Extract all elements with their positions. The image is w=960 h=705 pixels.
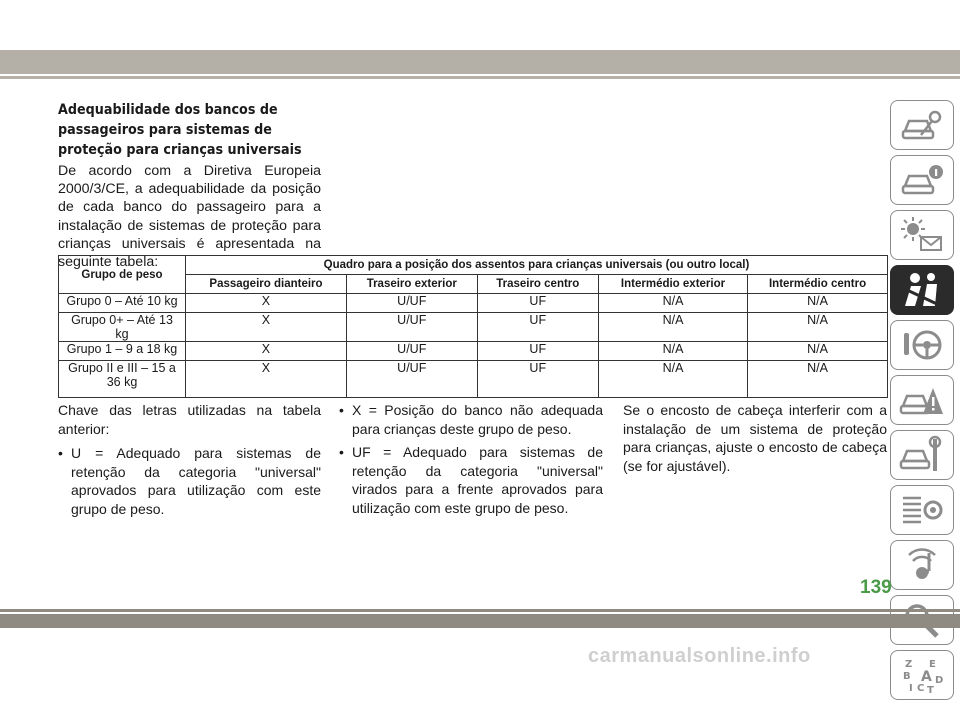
column-right: [623, 401, 887, 481]
column-header: Passageiro dianteiro: [186, 275, 347, 294]
table-cell: N/A: [748, 294, 888, 313]
table-cell: X: [186, 342, 347, 361]
table-cell: N/A: [598, 294, 747, 313]
table-cell: N/A: [598, 361, 747, 398]
table-cell: X: [186, 313, 347, 342]
warning-lights-icon[interactable]: [890, 210, 954, 260]
table-row: [59, 294, 888, 313]
key-intro: Chave das letras utilizadas na tabela anterior:: [58, 402, 321, 437]
column-header: Intermédio exterior: [598, 275, 747, 294]
table-cell: N/A: [748, 313, 888, 342]
headrest-note: Se o encosto de cabeça interferir com a instalação de um sistema de proteção para crianças, ajuste o encosto de cabeça (se for ajustável).: [623, 402, 887, 474]
column-left: [58, 401, 321, 523]
table-cell: X: [186, 361, 347, 398]
list-item: [58, 444, 321, 518]
column-middle: [339, 401, 603, 522]
table-cell: UF: [477, 294, 598, 313]
svg-text:E: E: [929, 659, 936, 670]
table-cell: X: [186, 294, 347, 313]
header-rule: [0, 76, 960, 79]
table-cell: N/A: [598, 313, 747, 342]
section-heading: Adequabilidade dos bancos de passageiros para sistemas de proteção para crianças universais: [58, 102, 302, 158]
list-item: [339, 401, 603, 438]
car-hazard-icon[interactable]: [890, 375, 954, 425]
svg-text:I: I: [909, 683, 913, 694]
car-info-icon[interactable]: [890, 155, 954, 205]
svg-text:D: D: [935, 675, 944, 686]
svg-text:B: B: [903, 671, 911, 682]
bullet-mark: •: [58, 445, 63, 461]
table-cell: N/A: [598, 342, 747, 361]
column-header: Traseiro centro: [477, 275, 598, 294]
list-item: [339, 443, 603, 517]
intro-paragraph: De acordo com a Diretiva Europeia 2000/3/CE, a adequabilidade da posição de cada banco do passageiro para a instalação de sistemas de proteção para crianças universais é apresentada na seguinte tabela:: [58, 163, 321, 271]
table-row: [59, 361, 888, 398]
footer-band: [0, 614, 960, 628]
child-seat-safety-icon[interactable]: [890, 265, 954, 315]
table-cell: N/A: [748, 361, 888, 398]
table-cell: U/UF: [346, 313, 477, 342]
table-cell: U/UF: [346, 342, 477, 361]
row-group: Grupo 0+ – Até 13 kg: [59, 313, 186, 342]
table-cell: U/UF: [346, 361, 477, 398]
bullet-text: U = Adequado para sistemas de retenção da categoria "universal" aprovados para utilização com este grupo de peso.: [71, 445, 321, 517]
table-cell: UF: [477, 342, 598, 361]
table-row: [59, 342, 888, 361]
table-cell: N/A: [748, 342, 888, 361]
table-cell: U/UF: [346, 294, 477, 313]
bullet-mark: •: [339, 444, 344, 460]
svg-text:C: C: [917, 683, 925, 694]
table-cell: UF: [477, 361, 598, 398]
group-header: Grupo de peso: [59, 256, 186, 294]
row-group: Grupo 0 – Até 10 kg: [59, 294, 186, 313]
column-header: Traseiro exterior: [346, 275, 477, 294]
bullet-text: X = Posição do banco não adequada para crianças deste grupo de peso.: [352, 402, 603, 437]
bullet-text: UF = Adequado para sistemas de retenção da categoria "universal" virados para a frente aprovados para utilização com este grupo de peso.: [352, 444, 603, 516]
row-group: Grupo 1 – 9 a 18 kg: [59, 342, 186, 361]
specifications-icon[interactable]: [890, 485, 954, 535]
alphabetical-index-icon[interactable]: [890, 650, 954, 700]
steering-wheel-icon[interactable]: [890, 320, 954, 370]
svg-text:A: A: [921, 669, 932, 685]
svg-text:T: T: [927, 685, 934, 695]
car-service-icon[interactable]: [890, 430, 954, 480]
column-header: Intermédio centro: [748, 275, 888, 294]
page-number: 139: [860, 577, 892, 598]
footer-rule: [0, 609, 960, 612]
svg-text:Z: Z: [905, 659, 913, 670]
bullet-mark: •: [339, 402, 344, 418]
multimedia-icon[interactable]: [890, 540, 954, 590]
table-row: [59, 313, 888, 342]
table-cell: UF: [477, 313, 598, 342]
header-band: [0, 50, 960, 74]
car-key-icon[interactable]: [890, 100, 954, 150]
suitability-table: [58, 255, 888, 398]
span-header: Quadro para a posição dos assentos para crianças universais (ou outro local): [186, 256, 888, 275]
watermark: carmanualsonline.info: [588, 645, 811, 667]
row-group: Grupo II e III – 15 a 36 kg: [59, 361, 186, 398]
